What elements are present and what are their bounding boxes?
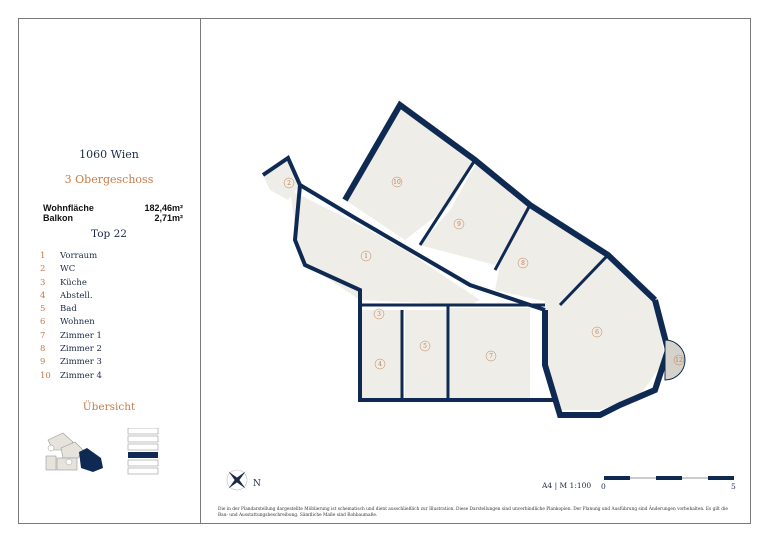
room-label-7: 7 (489, 353, 493, 360)
list-item: 6 Wohnen (40, 317, 95, 328)
compass-icon (227, 470, 247, 490)
room-label-4: 4 (378, 361, 382, 368)
room-label-5: 5 (423, 343, 427, 350)
balcony-label: 12 (675, 357, 683, 364)
list-item: 8 Zimmer 2 (40, 344, 102, 355)
list-item: 9 Zimmer 3 (40, 357, 102, 368)
overview-title: Übersicht (82, 401, 136, 413)
list-item: 3 Küche (40, 277, 87, 288)
unit-label: Top 22 (91, 228, 127, 240)
area-label: Wohnfläche (43, 203, 94, 213)
room-label-2: 2 (287, 180, 291, 187)
list-item: 4 Abstell. (40, 290, 93, 301)
list-item: 1 Vorraum (40, 251, 98, 261)
list-item: 5 Bad (40, 304, 77, 315)
room-label-1: 1 (364, 253, 368, 260)
room-label-6: 6 (595, 329, 599, 336)
scale-end: 5 (731, 482, 736, 491)
area-value: 182,46m² (144, 203, 183, 213)
scale-label: A4 | M 1:100 (542, 481, 592, 490)
room-label-10: 10 (393, 179, 401, 186)
area-label: Balkon (43, 213, 74, 223)
location-label: 1060 Wien (79, 148, 139, 161)
list-item: 10 Zimmer 4 (40, 370, 102, 381)
room-label-3: 3 (377, 311, 381, 318)
floor-label: 3 Obergeschoss (64, 173, 154, 186)
area-value: 2,71m² (154, 213, 183, 223)
room-label-9: 9 (457, 221, 461, 228)
scale-bar (604, 476, 734, 480)
room-label-8: 8 (521, 260, 525, 267)
disclaimer-text: Die in der Plandarstellung dargestellte Möblierung ist schematisch und dient ausschließlich zur Illustration. Diese Darstellungen sind unverbindliche Plankopien. Der Planung und Ausführung sind Änderungen vorbehalten. Es gilt die Bau- und Ausstattungsbeschreibung. Sämtliche Maße sind Rohbaumaße. (218, 507, 728, 518)
compass-label: N (253, 479, 261, 489)
list-item: 2 WC (40, 264, 76, 275)
scale-start: 0 (601, 482, 606, 491)
list-item: 7 Zimmer 1 (40, 330, 102, 341)
